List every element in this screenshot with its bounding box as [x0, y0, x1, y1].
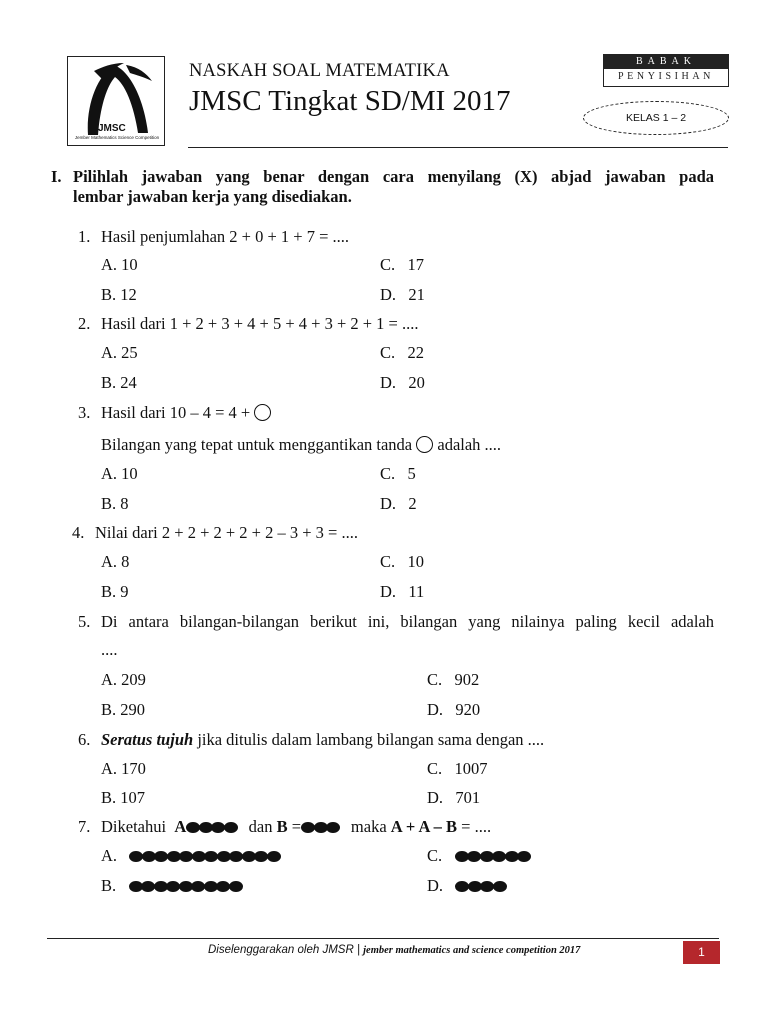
- option-c: C. 5: [380, 464, 416, 483]
- logo-subtext: Jember Mathematics Science Competition: [74, 135, 160, 140]
- option-c: C. 902: [427, 670, 480, 689]
- question-text: Hasil dari 10 – 4 = 4 +: [101, 403, 271, 423]
- dot: [493, 881, 507, 892]
- instruction-number: I.: [51, 167, 62, 186]
- question-text: Diketahui A dan B = maka A + A – B = ....: [101, 817, 492, 836]
- question-number: 7.: [78, 817, 91, 836]
- instruction-line2: lembar jawaban kerja yang disediakan.: [73, 187, 352, 206]
- logo: [67, 56, 165, 146]
- option-c: C.: [427, 846, 530, 867]
- option-b: B. 290: [101, 700, 146, 719]
- option-d: D. 701: [427, 788, 481, 807]
- penyisihan-label: PENYISIHAN: [618, 71, 714, 82]
- question-text: Di antara bilangan-bilangan berikut ini, bilangan yang nilainya paling kecil adalah: [101, 612, 714, 631]
- dot: [229, 881, 243, 892]
- dot: [301, 822, 315, 833]
- dots-b-icon: [301, 818, 339, 838]
- option-b: B. 107: [101, 788, 146, 807]
- option-b: B. 9: [101, 582, 129, 601]
- dot: [166, 881, 180, 892]
- header-divider: [188, 147, 728, 148]
- option-a: A. 209: [101, 670, 146, 689]
- question-number: 2.: [78, 314, 91, 333]
- dot: [141, 881, 155, 892]
- option-b: B. 24: [101, 373, 137, 392]
- question-text: Hasil penjumlahan 2 + 0 + 1 + 7 = ....: [101, 227, 350, 246]
- option-c: C. 17: [380, 255, 425, 274]
- option-d: D. 20: [380, 373, 425, 392]
- dots-icon: [129, 877, 242, 897]
- option-d: D. 2: [380, 494, 417, 513]
- footer-text: Diselenggarakan oleh JMSR | jember mathematics and science competition 2017: [208, 944, 581, 956]
- circle-placeholder-icon: [416, 436, 433, 453]
- dot: [224, 822, 238, 833]
- option-a: A. 25: [101, 343, 138, 362]
- option-d: D.: [427, 876, 505, 897]
- question-subtext: Bilangan yang tepat untuk menggantikan tanda adalah ....: [101, 435, 502, 454]
- question-text-cont: ....: [101, 640, 118, 659]
- option-d: D. 920: [427, 700, 481, 719]
- option-c: C. 10: [380, 552, 425, 571]
- dots-a-icon: [186, 818, 236, 838]
- question-number: 6.: [78, 730, 91, 749]
- instruction-line1: Pilihlah jawaban yang benar dengan cara menyilang (X) abjad jawaban pada: [73, 167, 714, 186]
- option-d: D. 11: [380, 582, 425, 601]
- option-a: A. 8: [101, 552, 130, 571]
- footer-divider: [47, 938, 719, 939]
- option-a: A. 10: [101, 255, 138, 274]
- question-number: 3.: [78, 403, 91, 422]
- dots-icon: [455, 847, 530, 867]
- dots-icon: [129, 847, 279, 867]
- dots-icon: [455, 877, 505, 897]
- dot: [326, 822, 340, 833]
- option-c: C. 1007: [427, 759, 488, 778]
- logo-text: JMSC: [98, 123, 126, 134]
- option-c: C. 22: [380, 343, 425, 362]
- question-number: 4.: [72, 523, 85, 542]
- option-b: B. 8: [101, 494, 129, 513]
- page-number: 1: [683, 941, 720, 964]
- doc-title: NASKAH SOAL MATEMATIKA: [189, 61, 450, 81]
- dot: [517, 851, 531, 862]
- option-a: A. 10: [101, 464, 138, 483]
- dot: [467, 851, 481, 862]
- kelas-badge: KELAS 1 – 2: [583, 101, 729, 135]
- question-text: Hasil dari 1 + 2 + 3 + 4 + 5 + 4 + 3 + 2 + 1 = ....: [101, 314, 419, 333]
- option-b: B. 12: [101, 285, 137, 304]
- question-number: 5.: [78, 612, 91, 631]
- question-text: Nilai dari 2 + 2 + 2 + 2 + 2 – 3 + 3 = ....: [95, 523, 358, 542]
- dot: [492, 851, 506, 862]
- dot: [267, 851, 281, 862]
- circle-placeholder-icon: [254, 404, 271, 421]
- option-a: A.: [101, 846, 279, 867]
- question-text: Seratus tujuh jika ditulis dalam lambang bilangan sama dengan ....: [101, 730, 545, 749]
- question-number: 1.: [78, 227, 91, 246]
- doc-subtitle: JMSC Tingkat SD/MI 2017: [189, 85, 511, 117]
- dot: [191, 881, 205, 892]
- option-a: A. 170: [101, 759, 146, 778]
- babak-badge: [603, 54, 729, 87]
- option-d: D. 21: [380, 285, 425, 304]
- option-b: B.: [101, 876, 241, 897]
- babak-label: BABAK: [604, 55, 728, 69]
- dot: [216, 881, 230, 892]
